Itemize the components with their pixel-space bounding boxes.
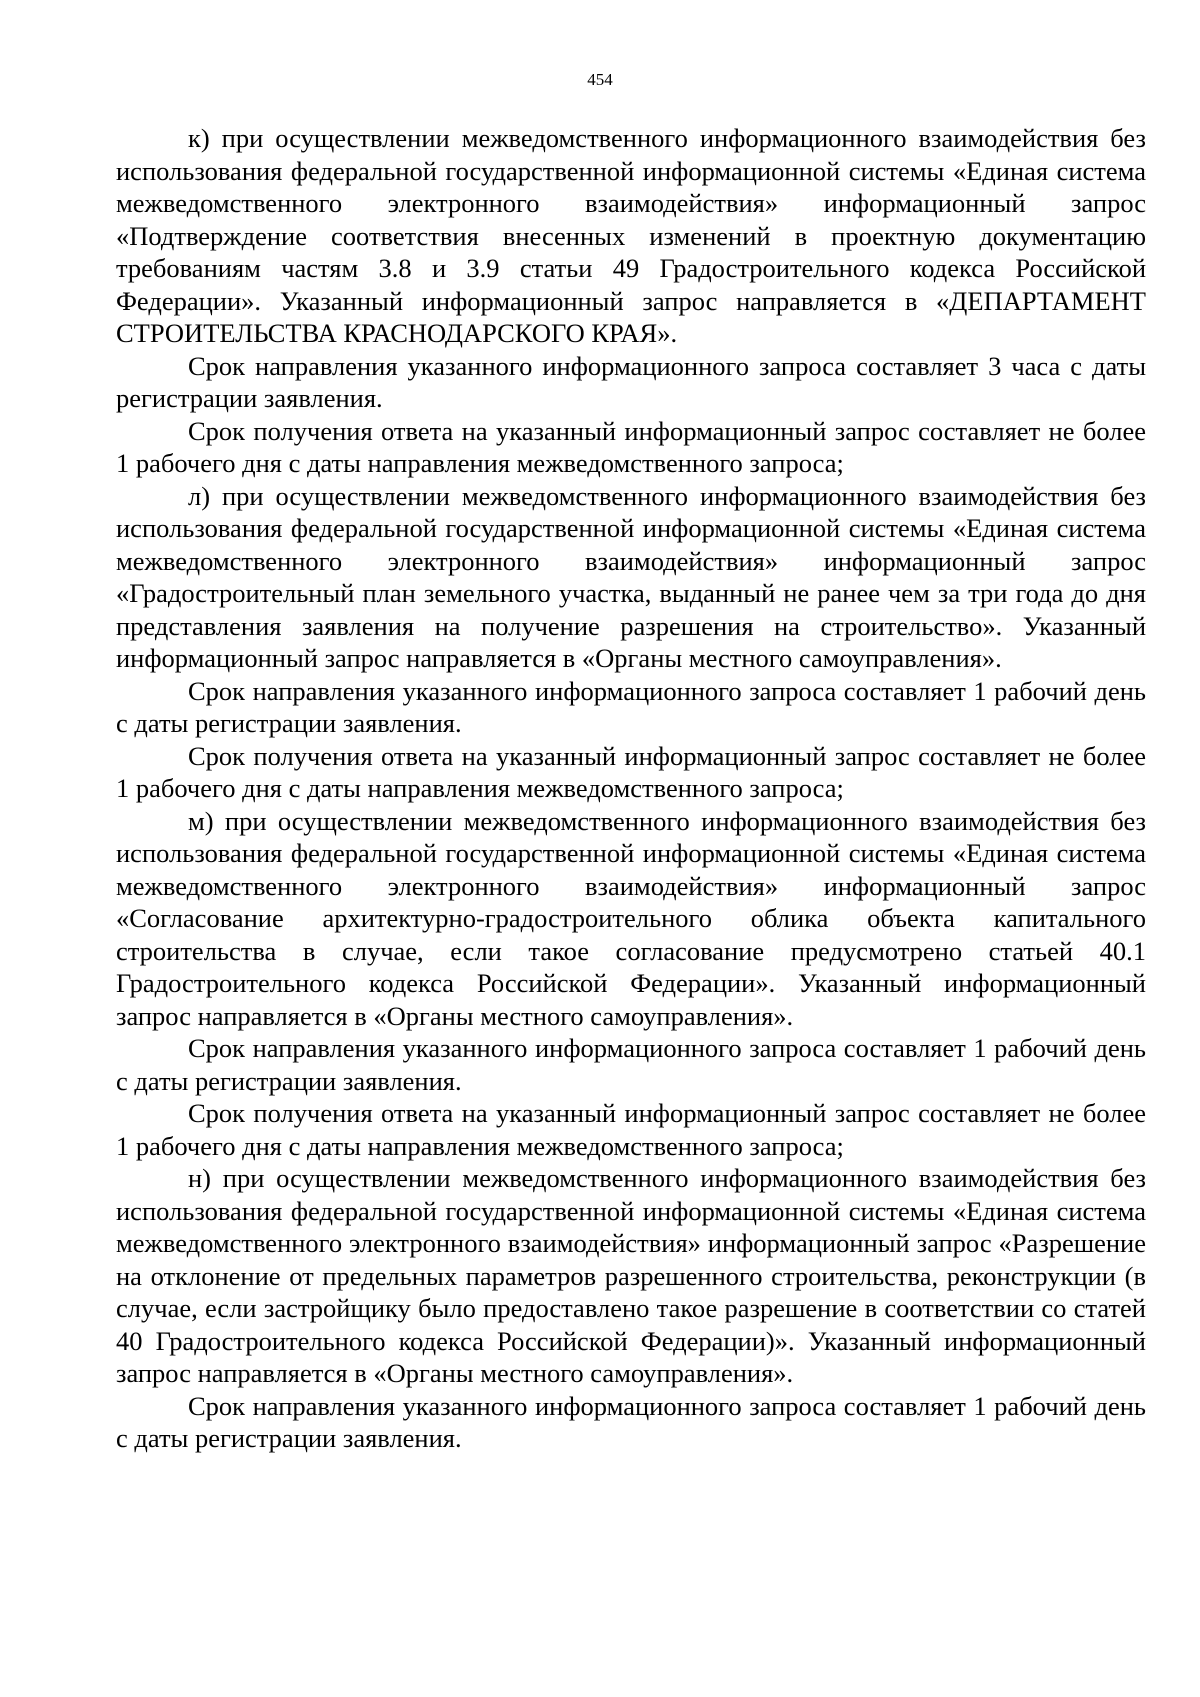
paragraph-l-response-term: Срок получения ответа на указанный информационный запрос составляет не более 1 рабочего дня с даты направления межведомственного запроса; <box>116 740 1146 803</box>
paragraph-k: к) при осуществлении межведомственного информационного взаимодействия без использования федеральной государственной информационной системы «Единая система межведомственного электронного взаимодействия» информационный запрос «Подтверждение соответствия внесенных изменений в проектную документацию требованиям частям 3.8 и 3.9 статьи 49 Градостроительного кодекса Российской Федерации». Указанный информационный запрос направляется в «ДЕПАРТАМЕНТ СТРОИТЕЛЬСТВА КРАСНОДАРСКОГО КРАЯ». <box>116 123 1146 348</box>
document-body <box>116 122 1146 1455</box>
paragraph-n-send-term: Срок направления указанного информационного запроса составляет 1 рабочий день с даты регистрации заявления. <box>116 1390 1146 1453</box>
paragraph-m: м) при осуществлении межведомственного информационного взаимодействия без использования федеральной государственной информационной системы «Единая система межведомственного электронного взаимодействия» информационный запрос «Согласование архитектурно-градостроительного облика объекта капитального строительства в случае, если такое согласование предусмотрено статьей 40.1 Градостроительного кодекса Российской Федерации». Указанный информационный запрос направляется в «Органы местного самоуправления». <box>116 805 1146 1031</box>
paragraph-l: л) при осуществлении межведомственного информационного взаимодействия без использования федеральной государственной информационной системы «Единая система межведомственного электронного взаимодействия» информационный запрос «Градостроительный план земельного участка, выданный не ранее чем за три года до дня представления заявления на получение разрешения на строительство». Указанный информационный запрос направляется в «Органы местного самоуправления». <box>116 480 1146 673</box>
paragraph-k-send-term: Срок направления указанного информационного запроса составляет 3 часа с даты регистрации заявления. <box>116 350 1146 413</box>
paragraph-l-send-term: Срок направления указанного информационного запроса составляет 1 рабочий день с даты регистрации заявления. <box>116 675 1146 738</box>
paragraph-m-send-term: Срок направления указанного информационного запроса составляет 1 рабочий день с даты регистрации заявления. <box>116 1033 1146 1096</box>
paragraph-m-response-term: Срок получения ответа на указанный информационный запрос составляет не более 1 рабочего дня с даты направления межведомственного запроса; <box>116 1098 1146 1161</box>
paragraph-n: н) при осуществлении межведомственного информационного взаимодействия без использования федеральной государственной информационной системы «Единая система межведомственного электронного взаимодействия» информационный запрос «Разрешение на отклонение от предельных параметров разрешенного строительства, реконструкции (в случае, если застройщику было предоставлено такое разрешение в соответствии со статей 40 Градостроительного кодекса Российской Федерации)». Указанный информационный запрос направляется в «Органы местного самоуправления». <box>116 1163 1146 1388</box>
page-number: 454 <box>587 70 613 89</box>
paragraph-k-response-term: Срок получения ответа на указанный информационный запрос составляет не более 1 рабочего дня с даты направления межведомственного запроса; <box>116 415 1146 478</box>
